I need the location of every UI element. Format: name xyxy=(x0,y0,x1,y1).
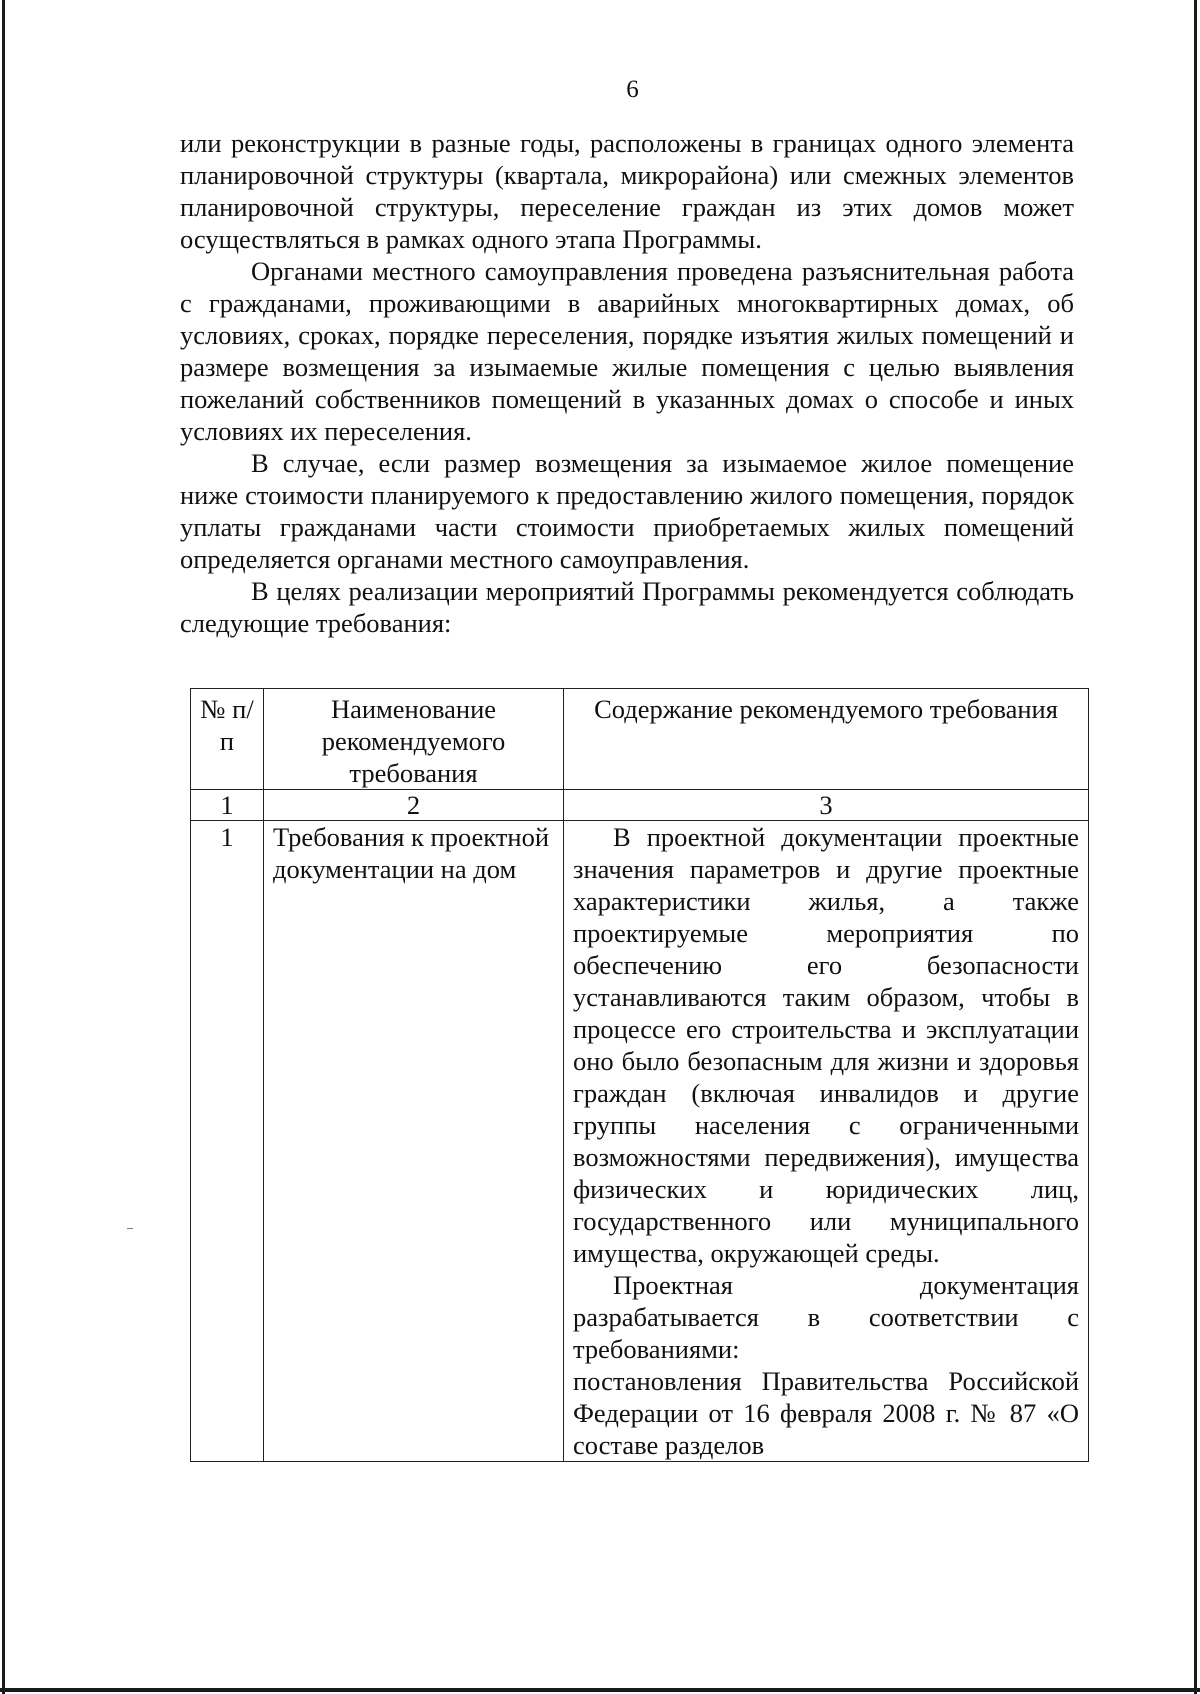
page-number: 6 xyxy=(626,76,639,103)
header-content: Содержание рекомендуемого требования xyxy=(564,689,1089,790)
paragraph: Органами местного самоуправления проведена разъяснительная работа с гражданами, проживающими в аварийных многоквартирных домах, об условиях, сроках, порядке переселения, порядке изъятия жилых помещений и размере возмещения за изымаемые жилые помещения с целью выявления пожеланий собственников помещений в указанных домах о способе и иных условиях их переселения. xyxy=(180,256,1074,446)
requirement-name: Требования к проектной документации на дом xyxy=(264,821,564,1462)
column-number: 2 xyxy=(264,790,564,821)
requirement-content xyxy=(564,821,1089,1462)
table-header-row xyxy=(191,689,1089,790)
column-number-row xyxy=(191,790,1089,821)
header-name: Наименование рекомендуемого требования xyxy=(264,689,564,790)
scan-edge-right xyxy=(1194,0,1197,1694)
scan-artifact xyxy=(127,1228,133,1229)
requirement-paragraph: В проектной документации проектные значения параметров и другие проектные характеристики жилья, а также проектируемые мероприятия по обеспечению его безопасности устанавливаются таким образом, чтобы в процессе его строительства и эксплуатации оно было безопасным для жизни и здоровья граждан (включая инвалидов и другие группы населения с ограниченными возможностями передвижения), имущества физических и юридических лиц, государственного или муниципального имущества, окружающей среды. xyxy=(573,822,1079,1268)
column-number: 3 xyxy=(564,790,1089,821)
requirements-table xyxy=(190,688,1089,1462)
paragraph-continuation: или реконструкции в разные годы, расположены в границах одного элемента планировочной структуры (квартала, микрорайона) или смежных элементов планировочной структуры, переселение граждан из этих домов может осуществляться в рамках одного этапа Программы. xyxy=(180,128,1074,254)
requirement-paragraph: Проектная документация разрабатывается в соответствии с требованиями: xyxy=(573,1270,1079,1364)
row-number: 1 xyxy=(191,821,264,1462)
paragraph: В целях реализации мероприятий Программы рекомендуется соблюдать следующие требования: xyxy=(180,576,1074,638)
requirement-paragraph: постановления Правительства Российской Федерации от 16 февраля 2008 г. № 87 «О составе разделов xyxy=(573,1366,1079,1460)
scan-edge-left xyxy=(2,0,5,1694)
column-number: 1 xyxy=(191,790,264,821)
paragraph: В случае, если размер возмещения за изымаемое жилое помещение ниже стоимости планируемого к предоставлению жилого помещения, порядок уплаты гражданами части стоимости приобретаемых жилых помещений определяется органами местного самоуправления. xyxy=(180,448,1074,574)
scan-edge-bottom xyxy=(0,1688,1200,1692)
table-row xyxy=(191,821,1089,1462)
document-body xyxy=(180,127,1074,639)
header-number: № п/п xyxy=(191,689,264,790)
